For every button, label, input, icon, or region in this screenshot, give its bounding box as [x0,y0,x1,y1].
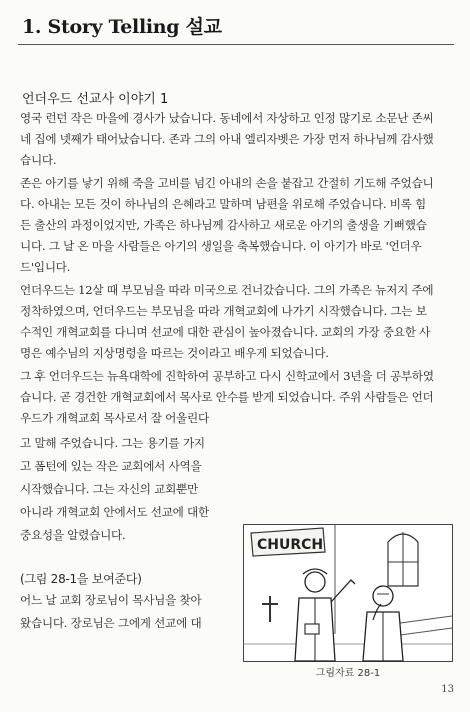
wrap-line: 시작했습니다. 그는 자신의 교회뿐만 [20,482,198,496]
figure-note: (그림 28-1을 보여준다) [20,572,142,586]
figure-caption: 그림자료 28-1 [315,668,381,679]
wrap-line: 아니라 개혁교회 안에서도 선교에 대한 [20,505,209,519]
page-number: 13 [441,684,454,695]
tail-line: 왔습니다. 장로님은 그에게 선교에 대 [20,616,202,630]
church-sign-text: CHURCH [257,537,324,553]
wrap-line: 고 폼턴에 있는 작은 교회에서 사역을 [20,459,202,473]
body-line: 드'입니다. [20,260,71,274]
body-line: 수적인 개혁교회를 다니며 선교에 대한 관심이 높아졌습니다. 교회의 가장 중요한 사 [20,325,431,339]
body-line: 든 출산의 과정이었지만, 가족은 하나님께 감사하고 새로운 아기의 출생을 기뻐했습 [20,218,427,232]
wrap-line: 중요성을 알렸습니다. [20,528,126,542]
body-line: 습니다. 곧 경건한 개혁교회에서 목사로 안수를 받게 되었습니다. 주위 사람들은 언더 [20,390,434,404]
body-line: 습니다. [20,153,57,167]
church-illustration [243,524,453,662]
body-line: 영국 런던 작은 마을에 경사가 났습니다. 동네에서 자상하고 인정 많기로 소문난 존씨 [20,111,434,125]
body-line: 그 후 언더우드는 뉴욕대학에 진학하여 공부하고 다시 신학교에서 3년을 더 공부하였 [20,369,434,383]
body-line: 언더우드는 12살 때 부모님을 따라 미국으로 건너갔습니다. 그의 가족은 뉴저지 주에 [20,283,434,297]
section-heading: 1. Story Telling 설교 [22,16,222,38]
body-line: 존은 아기를 낳기 위해 죽을 고비를 넘긴 아내의 손을 붙잡고 간절히 기도해 주었습니 [20,176,434,190]
wrap-line: 고 말해 주었습니다. 그는 용기를 가지 [20,436,205,450]
body-line: 다. 아내는 모든 것이 하나님의 은혜라고 말하며 남편을 위로해 주었습니다. 비록 힘 [20,197,426,211]
body-line: 정착하였으며, 언더우드는 부모님을 따라 개혁교회에 나가기 시작했습니다. 그는 보 [20,304,427,318]
body-line: 네 집에 넷째가 태어났습니다. 존과 그의 아내 엘리자벳은 가장 먼저 하나님께 감사했 [20,132,434,146]
tail-line: 어느 날 교회 장로님이 목사님을 찾아 [20,593,202,607]
body-line: 니다. 그 날 온 마을 사람들은 아기의 생일을 축복했습니다. 이 아기가 바로 '언더우 [20,239,422,253]
story-subheading: 언더우드 선교사 이야기 1 [22,92,169,107]
body-line: 명은 예수님의 지상명령을 따르는 것이라고 배우게 되었습니다. [20,346,329,360]
body-line: 우드가 개혁교회 목사로서 잘 어울린다 [20,411,209,425]
heading-divider [18,44,454,45]
